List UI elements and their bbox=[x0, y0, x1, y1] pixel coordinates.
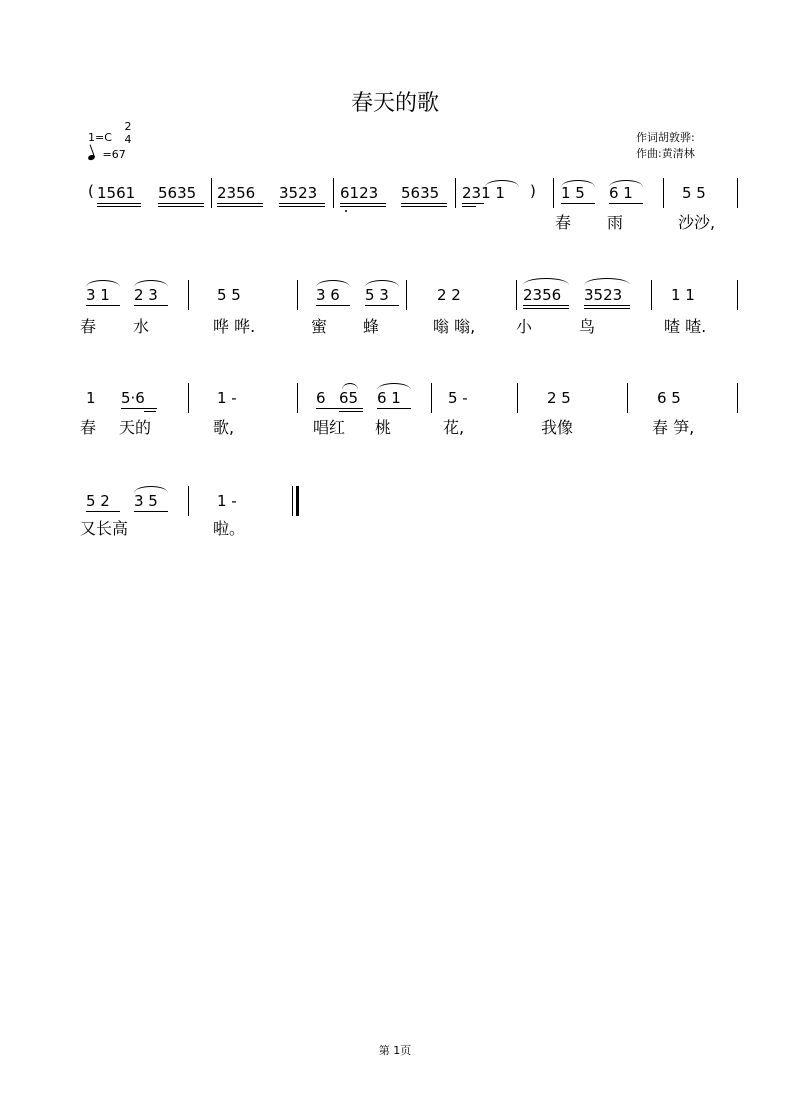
note-group: 1 1 bbox=[671, 286, 695, 304]
key-signature: 1=C bbox=[88, 131, 112, 144]
lyric: 唱红 bbox=[313, 418, 346, 437]
staff-line-4 bbox=[0, 486, 790, 556]
note-group: 3523 bbox=[584, 286, 623, 304]
staff-line-3 bbox=[0, 383, 790, 453]
note-group: 1 - bbox=[217, 389, 237, 407]
lyric: 水 bbox=[133, 317, 150, 336]
note-group: 5635 bbox=[401, 184, 440, 202]
note-group: 1561 bbox=[97, 184, 136, 202]
note-group: 6 bbox=[316, 389, 326, 407]
lyric: 啦。 bbox=[213, 519, 246, 538]
lyric: 桃 bbox=[375, 418, 392, 437]
lyric: 歌, bbox=[213, 418, 235, 437]
lyric: 春 bbox=[80, 418, 97, 437]
note-group: 3 5 bbox=[134, 492, 158, 510]
note-group: 2 3 bbox=[134, 286, 158, 304]
note-group: 2 2 bbox=[437, 286, 461, 304]
lyric: 哗 哗. bbox=[213, 317, 256, 336]
lyric: 春 bbox=[555, 213, 572, 232]
note-group: 6 1 bbox=[377, 389, 401, 407]
staff-line-1 bbox=[0, 178, 790, 248]
note-group: 3 6 bbox=[316, 286, 340, 304]
note-group: 6123 bbox=[340, 184, 379, 202]
note-group: 65 bbox=[339, 389, 359, 407]
tempo-marking bbox=[88, 148, 126, 161]
lyric: 我像 bbox=[541, 418, 574, 437]
lyric: 小 bbox=[516, 317, 533, 336]
quarter-note-icon bbox=[87, 154, 95, 161]
note-group: 2356 bbox=[217, 184, 256, 202]
note-group: 231 1 bbox=[462, 184, 505, 202]
lyric: 又长高 bbox=[80, 519, 129, 538]
note-group: 5·6 bbox=[121, 389, 145, 407]
note-group: 3 1 bbox=[86, 286, 110, 304]
time-signature-top: 2 bbox=[124, 120, 132, 133]
note-group: 2 5 bbox=[547, 389, 571, 407]
lyric: 喳 喳. bbox=[664, 317, 707, 336]
song-title: 春天的歌 bbox=[350, 91, 439, 116]
open-paren: ( bbox=[88, 182, 94, 200]
note-group: 5 5 bbox=[217, 286, 241, 304]
lyric: 鸟 bbox=[579, 317, 596, 336]
note-group: 2356 bbox=[523, 286, 562, 304]
lyric: 雨 bbox=[607, 213, 624, 232]
time-signature-bottom: 4 bbox=[124, 133, 132, 146]
lyric: 嗡 嗡, bbox=[433, 317, 476, 336]
lyric: 蜜 bbox=[311, 317, 328, 336]
note-group: 1 5 bbox=[561, 184, 585, 202]
composer-credit: 作曲:黄清林 bbox=[636, 147, 695, 160]
note-group: 6 5 bbox=[657, 389, 681, 407]
lyric: 沙沙, bbox=[678, 213, 716, 232]
lyric: 春 笋, bbox=[652, 418, 695, 437]
time-signature bbox=[123, 120, 133, 146]
page-number: 第 1页 bbox=[378, 1044, 412, 1057]
lyric: 春 bbox=[80, 317, 97, 336]
note-group: 5 2 bbox=[86, 492, 110, 510]
note-group: 5635 bbox=[158, 184, 197, 202]
tempo-value: =67 bbox=[102, 148, 126, 161]
close-paren: ) bbox=[530, 182, 536, 200]
note-group: 6 1 bbox=[609, 184, 633, 202]
lyric: 蜂 bbox=[363, 317, 380, 336]
lyric: 花, bbox=[443, 418, 465, 437]
lyric: 天的 bbox=[119, 418, 152, 437]
staff-line-2 bbox=[0, 280, 790, 350]
lyricist-credit: 作词胡敦骅: bbox=[636, 131, 695, 144]
note-group: 5 - bbox=[448, 389, 468, 407]
note-group: 3523 bbox=[279, 184, 318, 202]
note-group: 5 5 bbox=[682, 184, 706, 202]
note-group: 5 3 bbox=[365, 286, 389, 304]
note-group: 1 - bbox=[217, 492, 237, 510]
note-group: 1 bbox=[86, 389, 96, 407]
